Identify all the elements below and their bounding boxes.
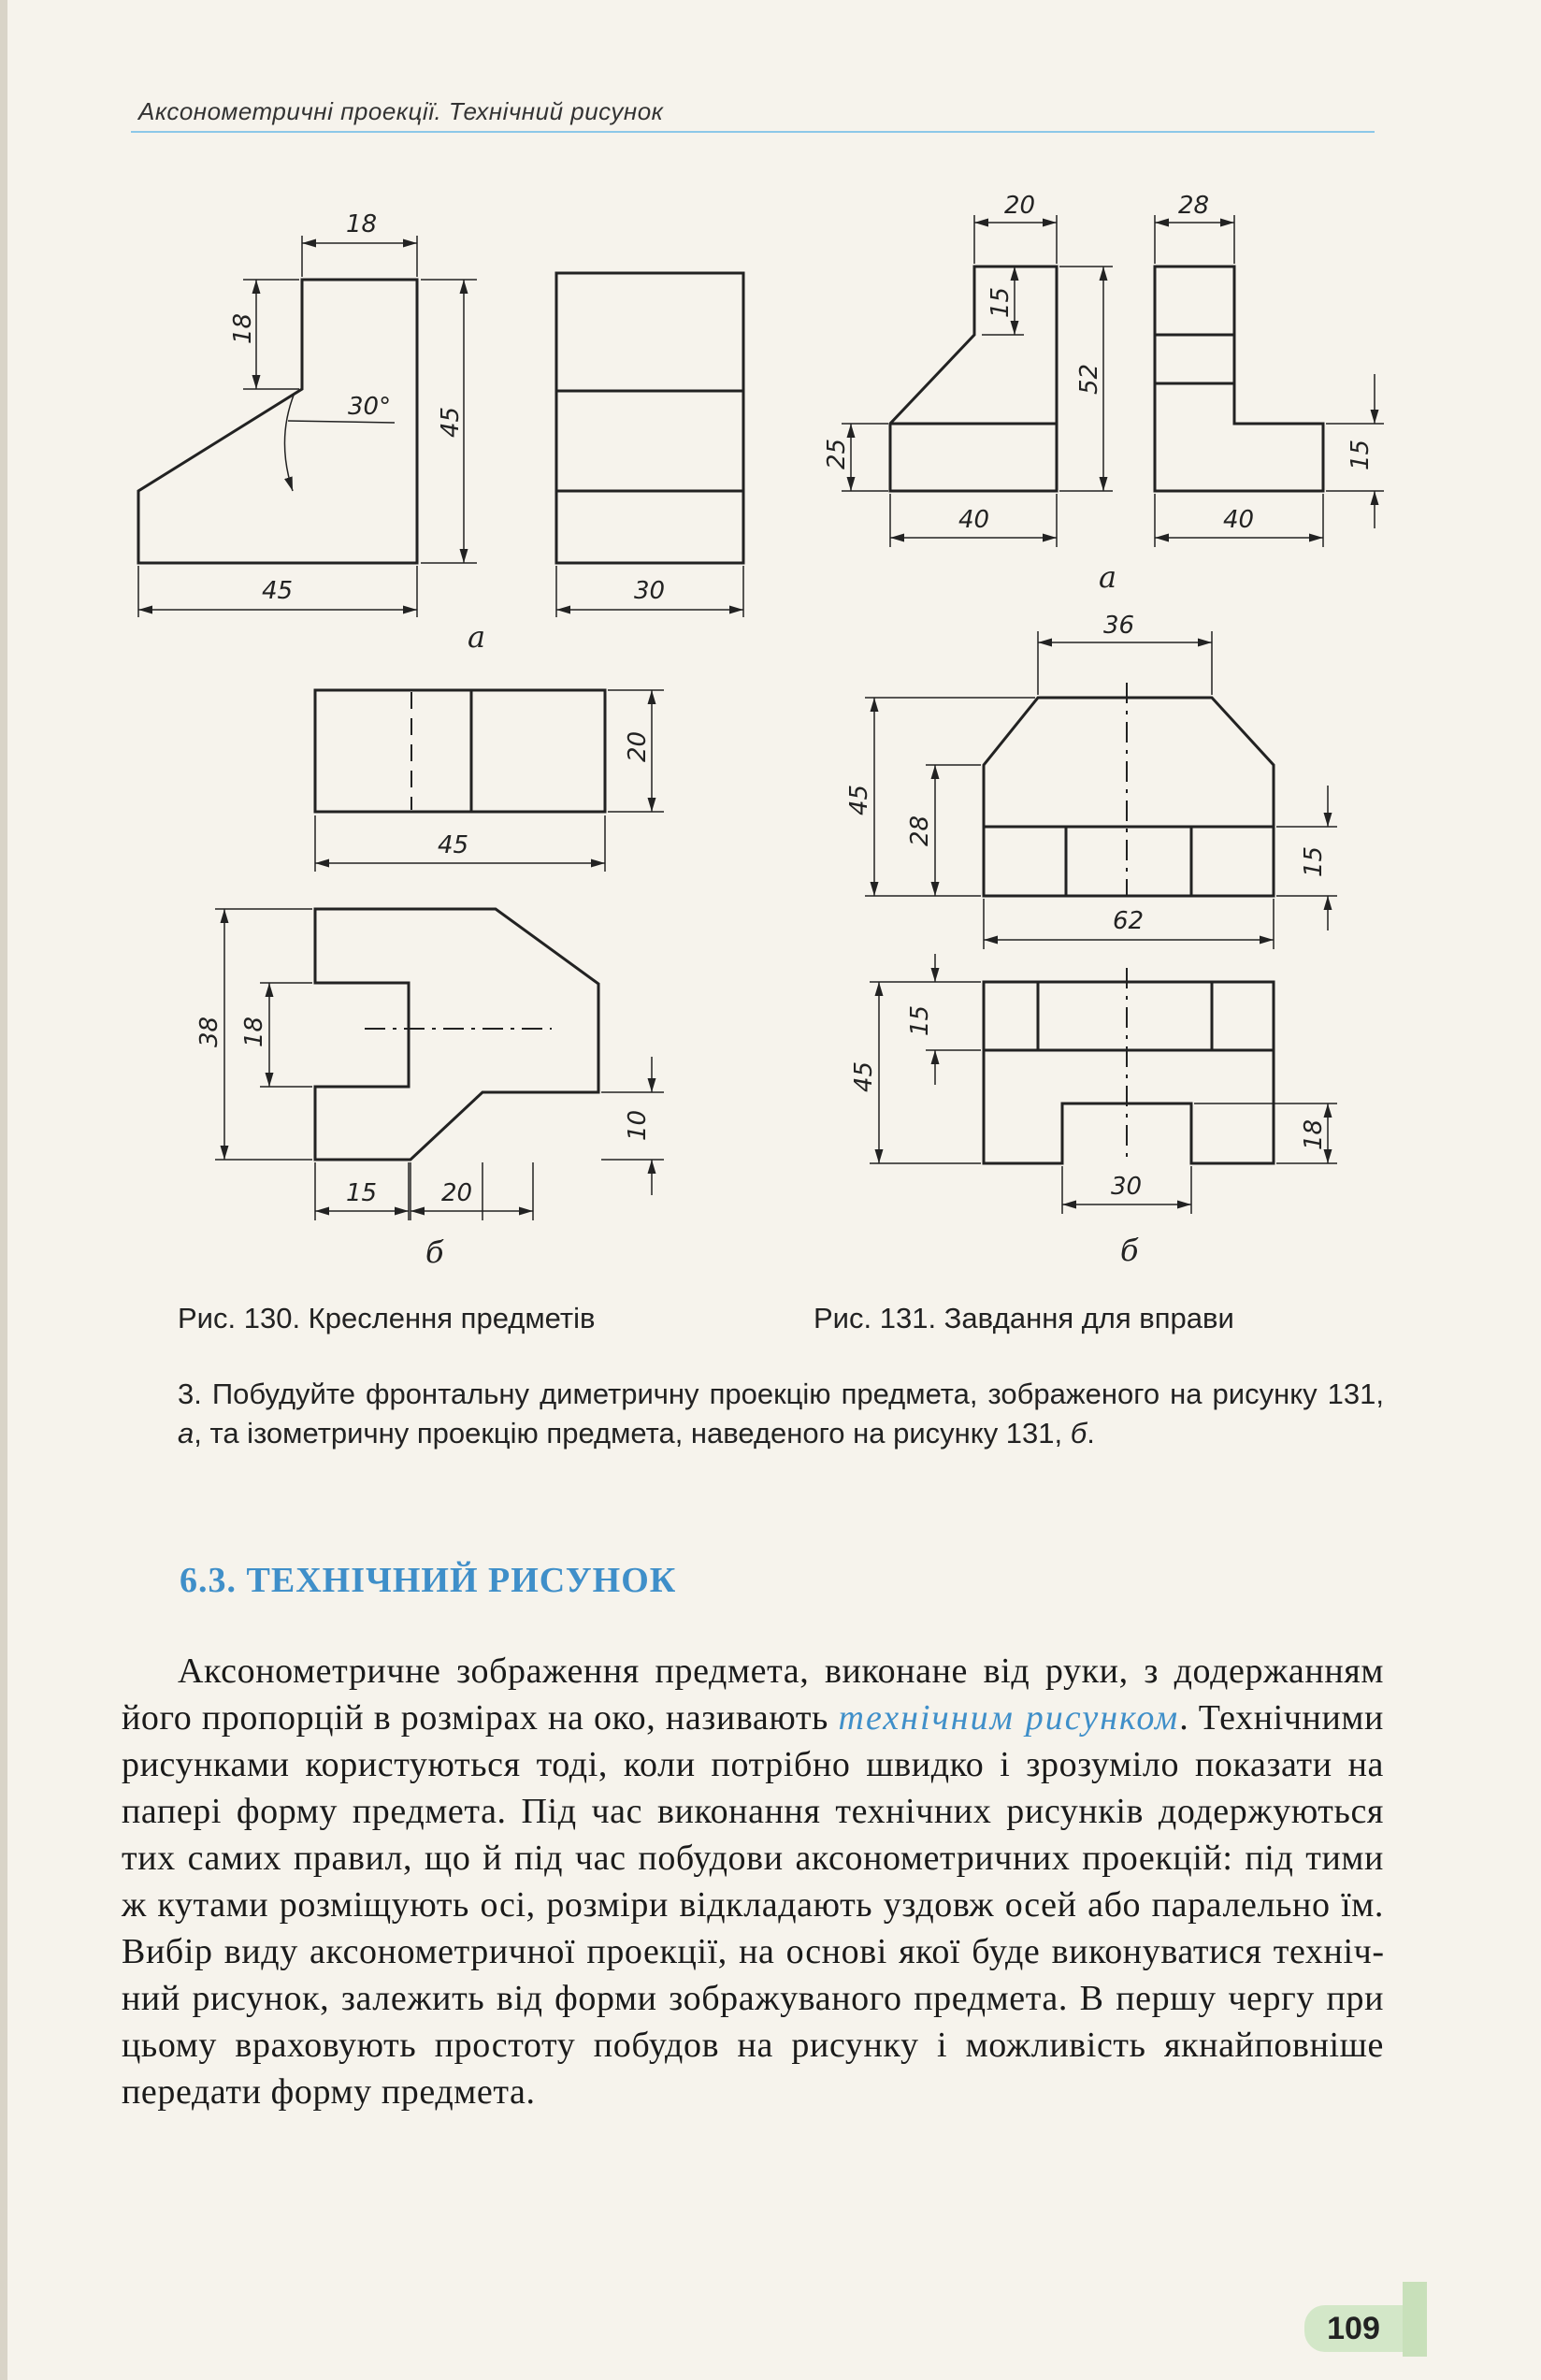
dim-130a-height: 45 — [437, 406, 465, 438]
fig131a-label: а — [1099, 559, 1117, 595]
technical-drawings — [122, 178, 1393, 1365]
dim-131b-width: 62 — [1113, 907, 1145, 935]
dim-131a-step: 15 — [987, 286, 1015, 318]
task-ref-a: а — [178, 1417, 194, 1450]
highlighted-term: технічним рисунком — [838, 1698, 1180, 1738]
figure-131-caption: Рис. 131. Завдання для вправи — [814, 1302, 1234, 1334]
running-head: Аксонометричні проекції. Технічний рисунок — [138, 97, 664, 125]
dim-130a-width: 45 — [262, 577, 294, 605]
fig131b-top-view — [870, 954, 1337, 1214]
dim-130b-slot: 18 — [240, 1016, 268, 1047]
dim-130b-right: 20 — [441, 1179, 473, 1207]
dim-131b-top-step: 15 — [906, 1004, 934, 1036]
dim-131b-notch-depth: 18 — [1300, 1118, 1328, 1150]
dim-131a-width: 40 — [958, 506, 990, 534]
dim-131b-top-depth: 45 — [850, 1060, 878, 1092]
fig131b-front-view — [865, 631, 1337, 949]
dim-130a-angle: 30° — [348, 393, 392, 421]
fig130b-label: б — [425, 1234, 444, 1270]
dim-130a-left: 18 — [229, 312, 257, 344]
dim-130a-top: 18 — [346, 210, 378, 238]
header-rule — [131, 131, 1375, 133]
dim-130b-height: 38 — [195, 1016, 223, 1047]
fig130a-side-view — [556, 273, 743, 617]
exercise-task — [178, 1375, 1384, 1453]
dim-130b-step: 10 — [624, 1109, 652, 1141]
paragraph-before-term: Аксонометричне зображення предмета, виконане від руки, з додержанням його пропорцій в розмірах на око, називають — [122, 1652, 1384, 1738]
task-text-2: , та ізометричну проекцію предмета, наведеного на рисунку 131, — [194, 1417, 1071, 1450]
dim-130b-left: 15 — [346, 1179, 378, 1207]
dim-130b-width: 45 — [438, 831, 469, 859]
fig131b-label: б — [1120, 1233, 1139, 1268]
fig131a-side-view — [1155, 215, 1384, 547]
dim-131a-side-width: 40 — [1223, 506, 1255, 534]
fig131a-front-view — [842, 215, 1113, 547]
task-ref-b: б — [1070, 1417, 1087, 1450]
section-title: 6.3. ТЕХНІЧНИЙ РИСУНОК — [180, 1561, 677, 1600]
dim-131a-top: 20 — [1004, 192, 1036, 220]
dim-131b-body: 28 — [906, 815, 934, 846]
dim-131b-base: 15 — [1300, 845, 1328, 877]
page-number: 109 — [1304, 2305, 1403, 2352]
fig130b-top-view — [315, 690, 664, 872]
fig130a-label: а — [468, 619, 486, 655]
paragraph-after-term: . Технічними рисунками користуються тоді, коли потрібно швидко і зрозуміло показати на папері форму предмета. Під час виконання технічних рисунків додержуються тих самих правил, що й під час побудови аксонометричних проекцій: під тими ж кутами розміщують осі, розміри відкладають уздовж осей або паралельно їм. Вибір виду аксонометричної проекції, на основі якої буде виконуватися технічний рисунок, залежить від форми зображуваного предмета. В першу чергу при цьому враховують простоту побудов на рисунку і можливість якнайповніше передати форму предмета. — [122, 1698, 1384, 2112]
dim-130b-depth: 20 — [624, 730, 652, 762]
figure-130-caption: Рис. 130. Креслення предметів — [178, 1302, 596, 1334]
dim-131a-side-step: 15 — [1347, 439, 1375, 470]
dim-131b-notch: 30 — [1111, 1173, 1143, 1201]
dim-131a-base: 25 — [823, 438, 851, 469]
dim-131b-height: 45 — [845, 784, 873, 815]
dim-131b-top: 36 — [1103, 612, 1135, 640]
dim-130a-side-width: 30 — [634, 577, 666, 605]
fig130b-front-view — [215, 909, 664, 1220]
dim-131a-side-top: 28 — [1178, 192, 1210, 220]
drawings-svg — [122, 178, 1393, 1365]
body-paragraph — [122, 1648, 1384, 2115]
page-edge — [0, 0, 7, 2380]
task-text-1: 3. Побудуйте фронтальну диметричну проекцію предмета, зображеного на рисунку 131, — [178, 1378, 1384, 1410]
dim-131a-height: 52 — [1075, 363, 1103, 395]
fig130a-front-view — [138, 236, 477, 617]
task-text-3: . — [1087, 1417, 1095, 1450]
page-tab — [1403, 2282, 1427, 2357]
